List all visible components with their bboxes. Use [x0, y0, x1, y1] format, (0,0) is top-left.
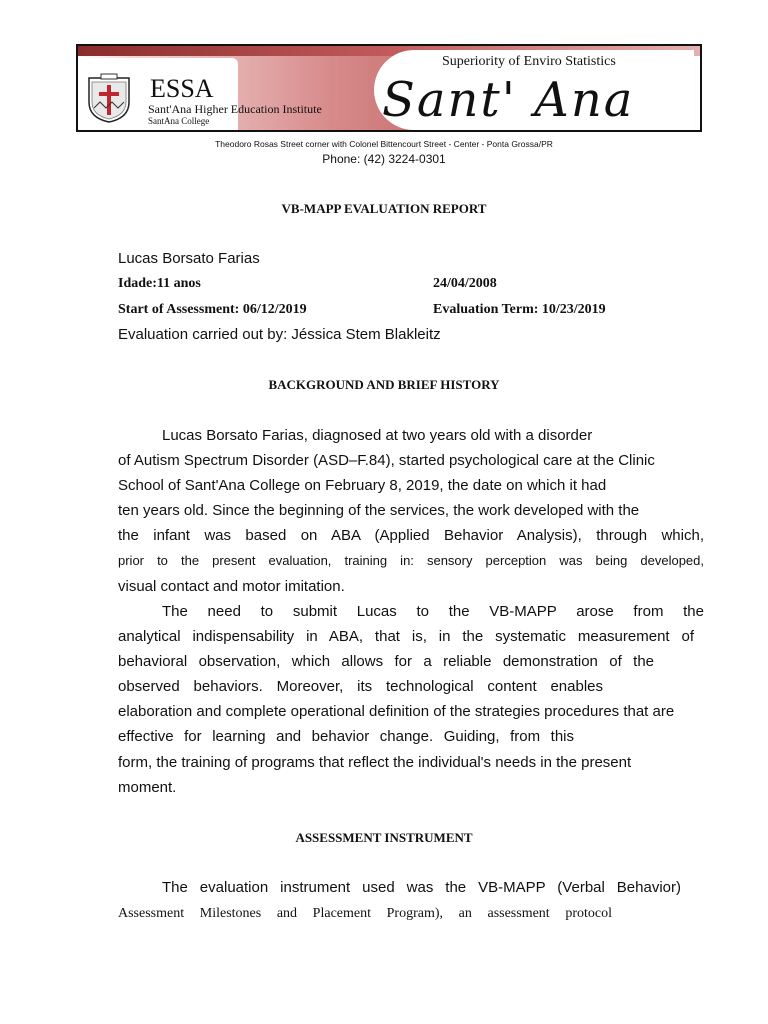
paragraph-line: moment. — [118, 779, 177, 796]
paragraph-line: The need to submit Lucas to the VB-MAPP arose from the — [162, 603, 704, 620]
paragraph-line: elaboration and complete operational definition of the strategies procedures that are — [118, 703, 675, 720]
paragraph-line: behavioral observation, which allows for a reliable demonstration of the — [118, 653, 654, 670]
logo-name: ESSA — [150, 74, 214, 103]
paragraph-line: Assessment Milestones and Placement Program), an assessment protocol — [118, 906, 612, 921]
evaluation-term: Evaluation Term: 10/23/2019 — [433, 302, 606, 317]
paragraph-line: of Autism Spectrum Disorder (ASD–F.84), started psychological care at the Clinic — [118, 452, 655, 469]
instrument-heading: ASSESSMENT INSTRUMENT — [295, 830, 473, 845]
phone: Phone: (42) 3224-0301 — [322, 152, 446, 166]
paragraph-line: The evaluation instrument used was the VB-MAPP (Verbal Behavior) — [162, 879, 681, 896]
paragraph-line: analytical indispensability in ABA, that is, in the systematic measurement of — [118, 628, 694, 645]
paragraph-line: visual contact and motor imitation. — [118, 578, 345, 595]
paragraph-line: observed behaviors. Moreover, its technological content enables — [118, 678, 603, 695]
assessment-start: Start of Assessment: 06/12/2019 — [118, 302, 307, 317]
paragraph-line: effective for learning and behavior change. Guiding, from this — [118, 728, 574, 745]
birth-date: 24/04/2008 — [433, 276, 497, 291]
paragraph-line: Lucas Borsato Farias, diagnosed at two years old with a disorder — [162, 427, 593, 444]
header-banner — [76, 44, 702, 132]
paragraph-line: the infant was based on ABA (Applied Behavior Analysis), through which, — [118, 527, 704, 544]
paragraph-line: School of Sant'Ana College on February 8, 2019, the date on which it had — [118, 477, 607, 494]
evaluator: Evaluation carried out by: Jéssica Stem Blakleitz — [118, 326, 441, 343]
college-name: SantAna College — [148, 116, 210, 126]
background-heading: BACKGROUND AND BRIEF HISTORY — [268, 377, 500, 392]
slogan: Superiority of Enviro Statistics — [436, 54, 622, 70]
report-title: VB-MAPP EVALUATION REPORT — [281, 201, 487, 216]
institute-name: Sant'Ana Higher Education Institute — [148, 102, 322, 116]
crest-icon — [86, 72, 132, 124]
address: Theodoro Rosas Street corner with Colonel Bittencourt Street - Center - Ponta Grossa/PR — [215, 139, 553, 149]
patient-age: Idade:11 anos — [118, 276, 201, 291]
paragraph-line: ten years old. Since the beginning of the services, the work developed with the — [118, 502, 640, 519]
paragraph-line: form, the training of programs that reflect the individual's needs in the present — [118, 754, 632, 771]
patient-name: Lucas Borsato Farias — [118, 250, 260, 267]
paragraph-line: prior to the present evaluation, training in: sensory perception was being developed, — [118, 553, 704, 568]
script-logo: Sant' Ana — [382, 72, 635, 128]
